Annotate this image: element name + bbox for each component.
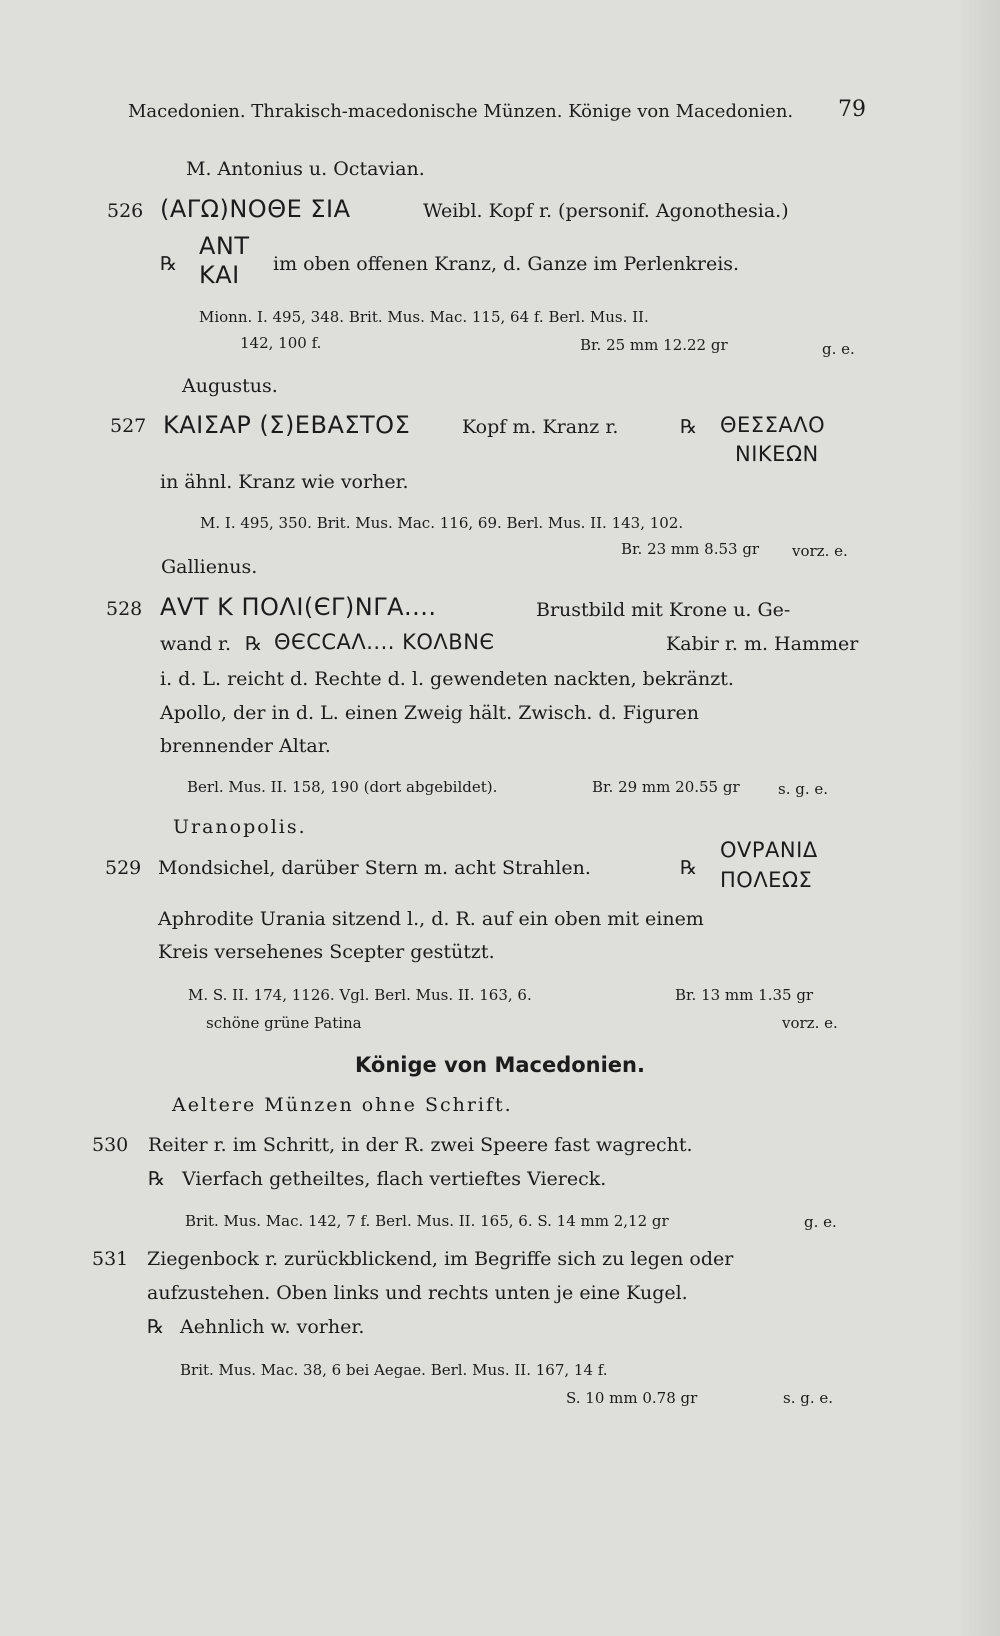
size-weight-528: Br. 29 mm 20.55 gr: [592, 778, 740, 796]
legend-527-reverse-bottom: ΝΙΚΕΩΝ: [735, 442, 819, 466]
description-527-reverse: in ähnl. Kranz wie vorher.: [160, 471, 409, 493]
condition-530: g. e.: [804, 1213, 837, 1231]
description-528-line4: Apollo, der in d. L. einen Zweig hält. Zwisch. d. Figuren: [160, 702, 699, 724]
entry-number-529: 529: [105, 857, 142, 879]
condition-529: vorz. e.: [782, 1014, 838, 1032]
reference-527: M. I. 495, 350. Brit. Mus. Mac. 116, 69. Berl. Mus. II. 143, 102.: [200, 514, 684, 532]
description-529-line2: Aphrodite Urania sitzend l., d. R. auf ein oben mit einem: [158, 908, 704, 930]
legend-527-obverse: ΚΑΙΣΑΡ (Σ)ΕΒΑΣΤΟΣ: [163, 411, 411, 439]
reverse-symbol-531: ℞: [147, 1316, 165, 1338]
description-528-obverse: Brustbild mit Krone u. Ge-: [536, 599, 791, 621]
condition-527: vorz. e.: [792, 542, 848, 560]
legend-529-reverse-top: ΟVΡΑΝΙΔ: [720, 838, 818, 862]
description-530-obverse: Reiter r. im Schritt, in der R. zwei Speere fast wagrecht.: [148, 1134, 693, 1156]
legend-527-reverse-top: ΘΕΣΣΑΛΟ: [720, 413, 826, 437]
entry-number-526: 526: [107, 200, 144, 222]
reverse-symbol-526: ℞: [160, 253, 178, 275]
reference-526-cont: 142, 100 f.: [240, 334, 322, 352]
description-527-obverse: Kopf m. Kranz r.: [462, 416, 619, 438]
running-title: Macedonien. Thrakisch-macedonische Münzen. Könige von Macedonien.: [128, 101, 794, 122]
patina-note-529: schöne grüne Patina: [206, 1014, 362, 1032]
description-531-reverse: Aehnlich w. vorher.: [180, 1316, 365, 1338]
reference-528: Berl. Mus. II. 158, 190 (dort abgebildet).: [187, 778, 498, 796]
description-528-line2: wand r.: [160, 633, 232, 655]
section-title-gallienus: Gallienus.: [161, 556, 258, 578]
reverse-symbol-529: ℞: [680, 857, 698, 879]
reference-529: M. S. II. 174, 1126. Vgl. Berl. Mus. II. 163, 6.: [188, 986, 532, 1004]
description-528-line3: i. d. L. reicht d. Rechte d. l. gewendeten nackten, bekränzt.: [160, 668, 734, 690]
entry-number-528: 528: [106, 598, 143, 620]
description-526-reverse: im oben offenen Kranz, d. Ganze im Perlenkreis.: [273, 253, 740, 275]
page-number: 79: [838, 97, 866, 122]
reverse-symbol-527: ℞: [680, 416, 698, 438]
legend-528-obverse: ΑVΤ Κ ΠΟΛΙ(ЄΓ)ΝΓΑ....: [160, 593, 437, 621]
description-531-line1: Ziegenbock r. zurückblickend, im Begriffe sich zu legen oder: [147, 1248, 734, 1270]
legend-528-reverse: ΘЄϹϹΑΛ.... ΚΟΛΒΝЄ: [274, 630, 495, 654]
legend-529-reverse-bottom: ΠΟΛΕΩΣ: [720, 868, 813, 892]
entry-number-527: 527: [110, 415, 147, 437]
reference-526: Mionn. I. 495, 348. Brit. Mus. Mac. 115, 64 f. Berl. Mus. II.: [199, 308, 649, 326]
reference-530: Brit. Mus. Mac. 142, 7 f. Berl. Mus. II. 165, 6. S. 14 mm 2,12 gr: [185, 1212, 669, 1230]
reverse-symbol-528: ℞: [245, 633, 263, 655]
legend-526-obverse: (ΑΓΩ)ΝΟΘΕ ΣΙΑ: [160, 195, 351, 223]
page-edge: [960, 0, 1000, 1636]
description-526-obverse: Weibl. Kopf r. (personif. Agonothesia.): [423, 200, 789, 222]
section-title-antonius: M. Antonius u. Octavian.: [186, 158, 425, 180]
entry-number-531: 531: [92, 1248, 129, 1270]
condition-528: s. g. e.: [778, 780, 829, 798]
description-528-reverse: Kabir r. m. Hammer: [666, 633, 859, 655]
section-title-augustus: Augustus.: [182, 375, 278, 397]
legend-526-reverse-top: ΑΝΤ: [199, 232, 250, 260]
entry-number-530: 530: [92, 1134, 129, 1156]
description-530-reverse: Vierfach getheiltes, flach vertieftes Viereck.: [182, 1168, 607, 1190]
size-weight-527: Br. 23 mm 8.53 gr: [621, 540, 760, 558]
condition-531: s. g. e.: [783, 1389, 834, 1407]
reference-531: Brit. Mus. Mac. 38, 6 bei Aegae. Berl. Mus. II. 167, 14 f.: [180, 1361, 608, 1379]
description-529-obverse: Mondsichel, darüber Stern m. acht Strahlen.: [158, 857, 591, 879]
reverse-symbol-530: ℞: [148, 1168, 166, 1190]
section-title-uranopolis: Uranopolis.: [173, 816, 307, 838]
size-weight-531: S. 10 mm 0.78 gr: [566, 1389, 698, 1407]
description-529-line3: Kreis versehenes Scepter gestützt.: [158, 941, 495, 963]
size-weight-526: Br. 25 mm 12.22 gr: [580, 336, 728, 354]
description-528-line5: brennender Altar.: [160, 735, 331, 757]
section-subheading: Aeltere Münzen ohne Schrift.: [172, 1094, 513, 1116]
size-weight-529: Br. 13 mm 1.35 gr: [675, 986, 814, 1004]
description-531-line2: aufzustehen. Oben links und rechts unten je eine Kugel.: [147, 1282, 688, 1304]
section-heading: Könige von Macedonien.: [355, 1053, 645, 1077]
condition-526: g. e.: [822, 340, 855, 358]
legend-526-reverse-bottom: ΚΑΙ: [199, 261, 240, 289]
